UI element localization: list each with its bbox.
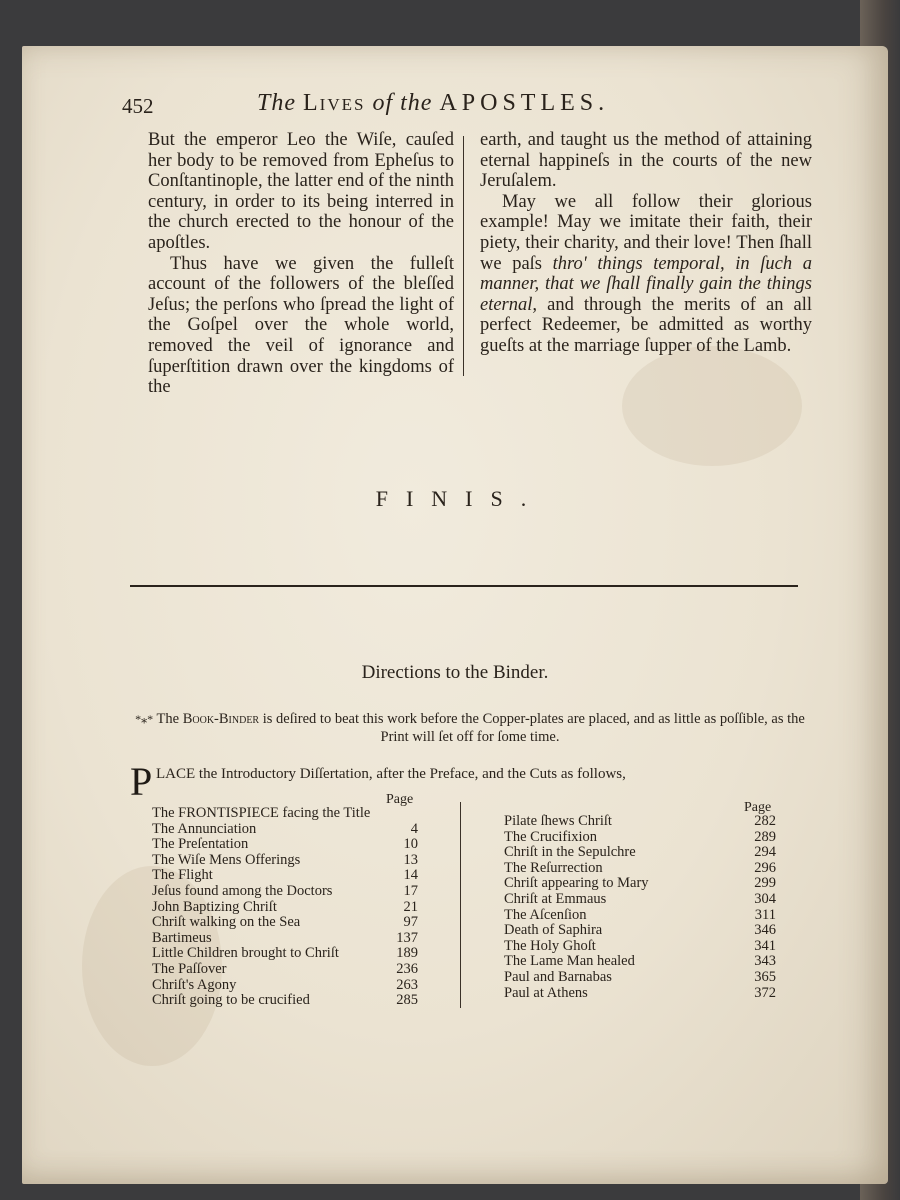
binder-directions-title: Directions to the Binder.	[361, 662, 549, 683]
plate-title: The FRONTISPIECE facing the Title	[152, 805, 371, 821]
plate-title: The Paſſover	[152, 960, 227, 977]
column-divider	[463, 136, 464, 376]
plate-page-number: 189	[396, 945, 418, 962]
plate-title: Little Children brought to Chriſt	[152, 945, 339, 962]
plate-list-item	[504, 814, 780, 830]
plate-page-number: 341	[754, 937, 776, 954]
plate-page-number: 137	[396, 929, 418, 946]
plate-title: The Crucifixion	[504, 828, 598, 845]
plate-list-item	[504, 861, 780, 877]
page-number: 452	[122, 94, 154, 118]
plate-page-number: 263	[396, 976, 418, 993]
plate-title: Chriſt's Agony	[152, 976, 237, 993]
text-run: and through the merits of an all perfect Redeemer, be admitted as worthy gueſts at the marriage ſupper of the Lamb.	[480, 294, 813, 356]
horizontal-rule	[130, 585, 798, 587]
plate-page-number: 10	[403, 836, 418, 853]
plate-list-item	[152, 853, 422, 869]
plate-title: Pilate ſhews Chriſt	[504, 813, 612, 829]
page-column-header: Page	[386, 792, 414, 807]
plate-title: Paul at Athens	[504, 984, 588, 1001]
plate-list-item	[152, 962, 422, 978]
plates-items	[504, 814, 780, 1001]
plate-page-number: 343	[754, 953, 776, 970]
book-page	[22, 46, 888, 1184]
plate-list-item	[152, 884, 422, 900]
title-word: Lives	[303, 90, 366, 116]
plate-list-item	[152, 993, 422, 1009]
plate-title: The Wiſe Mens Offerings	[152, 851, 301, 868]
plate-page-number: 282	[754, 813, 776, 829]
plate-list-item	[504, 939, 780, 955]
binder-note	[130, 710, 810, 746]
plate-list-item	[152, 806, 422, 822]
plate-title: Jeſus found among the Doctors	[152, 882, 333, 899]
plate-title: John Baptizing Chriſt	[152, 898, 277, 915]
plate-page-number: 311	[754, 906, 776, 923]
plate-list-item	[504, 954, 780, 970]
plate-list-item	[504, 908, 780, 924]
paragraph: Thus have we given the fulleſt account of the followers of the bleſſed Jeſus; the perſons who ſpread the light of the Goſpel over the whole world, removed the veil of ignorance and ſuperſtition drawn over the kingdoms of the	[148, 253, 454, 398]
plate-page-number: 17	[403, 882, 418, 899]
plate-title: Chriſt appearing to Mary	[504, 875, 649, 892]
plate-list-item	[504, 845, 780, 861]
plate-title: The Lame Man healed	[504, 953, 635, 970]
plate-page-number: 236	[396, 960, 418, 977]
plate-page-number: 289	[754, 828, 776, 845]
plate-list-item	[152, 822, 422, 838]
plate-list-item	[152, 946, 422, 962]
plate-title: Death of Saphira	[504, 922, 603, 939]
italic-text-run: thro' things temporal, in ſuch a manner, that we ſhall finally gain the things eternal,	[480, 253, 812, 315]
plate-list-item	[152, 915, 422, 931]
title-word: APOSTLES.	[439, 90, 610, 116]
title-word: The	[257, 90, 296, 116]
plate-page-number: 346	[754, 922, 776, 939]
plate-title: The Reſurrection	[504, 859, 603, 876]
finis-heading: FINIS.	[375, 486, 545, 511]
title-word: the	[400, 90, 433, 116]
plate-title: Chriſt in the Sepulchre	[504, 844, 636, 861]
plate-page-number: 365	[754, 968, 776, 985]
text-run: May we all follow their glorious example! May we imitate their faith, their piety, their charity, and their love! Then ſhall we paſs	[480, 191, 812, 274]
plate-title: Chriſt going to be crucified	[152, 992, 310, 1009]
plate-list-item	[152, 931, 422, 947]
left-text-column	[148, 130, 454, 398]
text-run: Book-Binder	[182, 711, 260, 727]
list-divider	[460, 802, 461, 1008]
paragraph	[480, 192, 812, 357]
plate-page-number: 372	[754, 984, 776, 1001]
plate-list-item	[504, 830, 780, 846]
plate-list-item	[152, 837, 422, 853]
plate-page-number: 294	[754, 844, 776, 861]
plate-page-number: 299	[754, 875, 776, 892]
place-text: LACE the Introductory Diſſertation, after the Preface, and the Cuts as follows,	[156, 766, 626, 782]
plate-page-number: 285	[396, 992, 418, 1009]
text-run: is deſired to beat this work before the Copper-plates are placed, and as little as poſſible, as the Print will ſet off for ſome time.	[262, 711, 805, 745]
plate-list-item	[152, 868, 422, 884]
plate-page-number: 21	[403, 898, 418, 915]
paragraph: But the emperor Leo the Wiſe, cauſed her body to be removed from Epheſus to Conſtantinople, the latter end of the ninth century, in order to its being interred in the church erected to the honour of the apoſtles.	[148, 130, 454, 253]
plate-list-item	[504, 892, 780, 908]
plate-page-number: 4	[410, 820, 418, 837]
plate-title: The Aſcenſion	[504, 906, 587, 923]
plate-list-item	[504, 876, 780, 892]
plate-title: Bartimeus	[152, 929, 212, 946]
text-run: The	[156, 711, 180, 727]
title-word: of	[372, 90, 394, 116]
paper-stain	[622, 346, 802, 466]
plate-list-item	[152, 978, 422, 994]
running-title	[257, 90, 609, 117]
drop-cap: P	[130, 759, 153, 804]
paragraph: earth, and taught us the method of attaining eternal happineſs in the courts of the new Jeruſalem.	[480, 130, 812, 192]
plate-list-item	[504, 923, 780, 939]
plates-items	[152, 806, 422, 1009]
plate-title: The Preſentation	[152, 836, 249, 853]
plate-title: The Annunciation	[152, 820, 257, 837]
plate-page-number: 296	[754, 859, 776, 876]
plate-page-number: 97	[403, 914, 418, 931]
plate-page-number: 304	[754, 890, 776, 907]
plate-page-number: 14	[403, 867, 418, 884]
plate-title: Chriſt at Emmaus	[504, 890, 607, 907]
plate-page-number: 13	[403, 851, 418, 868]
plate-title: The Flight	[152, 867, 213, 884]
page-column-header: Page	[744, 800, 772, 815]
plate-title: The Holy Ghoſt	[504, 937, 596, 954]
plate-list-item	[152, 900, 422, 916]
asterism-mark: *⁎*	[135, 712, 154, 726]
running-header	[122, 90, 848, 120]
right-text-column	[480, 130, 812, 357]
plate-title: Paul and Barnabas	[504, 968, 612, 985]
plate-title: Chriſt walking on the Sea	[152, 914, 301, 931]
plate-list-item	[504, 986, 780, 1002]
plate-list-item	[504, 970, 780, 986]
